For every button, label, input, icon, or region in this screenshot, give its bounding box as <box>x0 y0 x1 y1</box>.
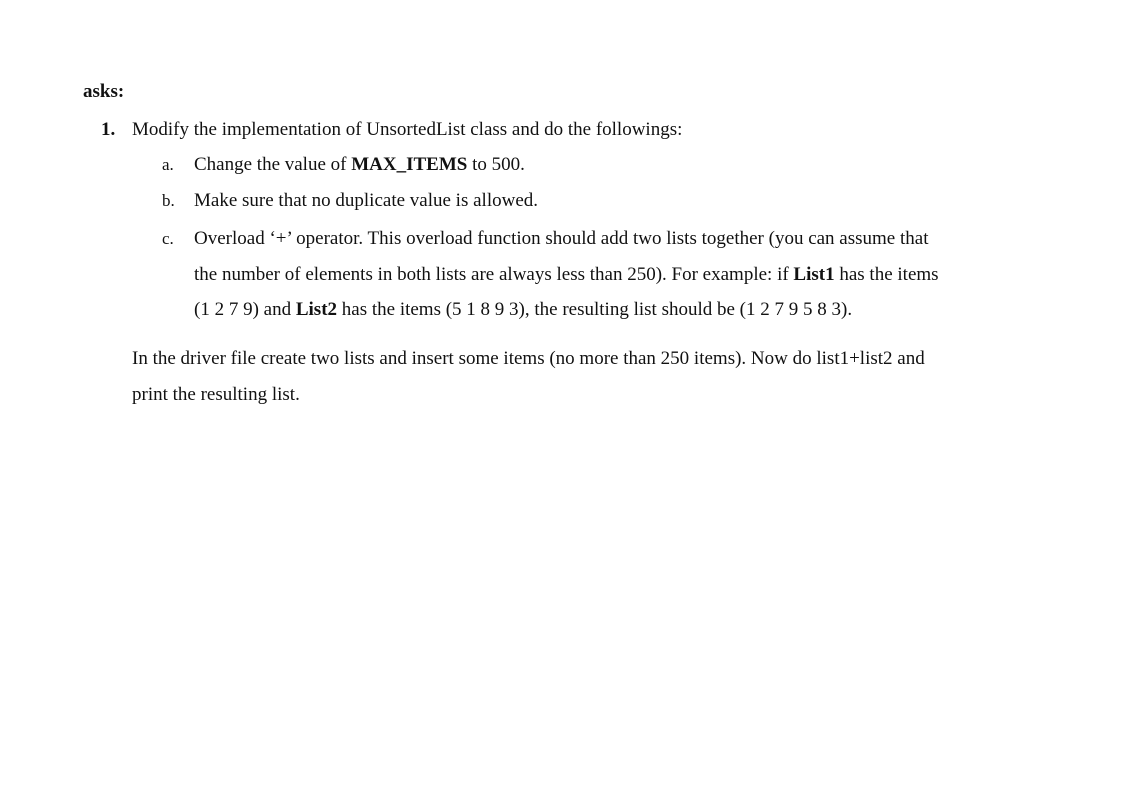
subitem-a-text-post: to 500. <box>467 154 525 175</box>
subitem-c-line3-pre: (1 2 7 9) and <box>194 299 296 320</box>
question-number: 1. <box>101 119 116 140</box>
max-items-term: MAX_ITEMS <box>351 154 468 175</box>
list2-term: List2 <box>295 299 338 320</box>
subitem-c-line2-post: has the items <box>834 264 939 285</box>
question-text: Modify the implementation of UnsortedList class and do the followings: <box>132 119 683 140</box>
subitem-c-line1: Overload ‘+’ operator. This overload function should add two lists together (you can assume that <box>194 228 929 249</box>
list1-term: List1 <box>793 264 835 285</box>
subitem-c-letter: c. <box>162 229 174 248</box>
subitem-b-text: Make sure that no duplicate value is allowed. <box>194 190 539 211</box>
subitem-c-line3 <box>194 298 852 322</box>
section-heading: asks: <box>83 81 125 102</box>
subitem-c-line3-post: has the items (5 1 8 9 3), the resulting list should be (1 2 7 9 5 8 3). <box>337 299 853 320</box>
subitem-a-text <box>194 153 525 177</box>
driver-paragraph-line1: In the driver file create two lists and insert some items (no more than 250 items). Now do list1+list2 and <box>132 348 925 369</box>
subitem-c-line2 <box>194 263 939 287</box>
subitem-b-letter: b. <box>162 191 175 210</box>
driver-paragraph-line2: print the resulting list. <box>132 384 300 405</box>
subitem-a-text-pre: Change the value of <box>194 154 352 175</box>
subitem-a-letter: a. <box>162 155 174 174</box>
subitem-c-line2-pre: the number of elements in both lists are always less than 250). For example: if <box>194 264 794 285</box>
